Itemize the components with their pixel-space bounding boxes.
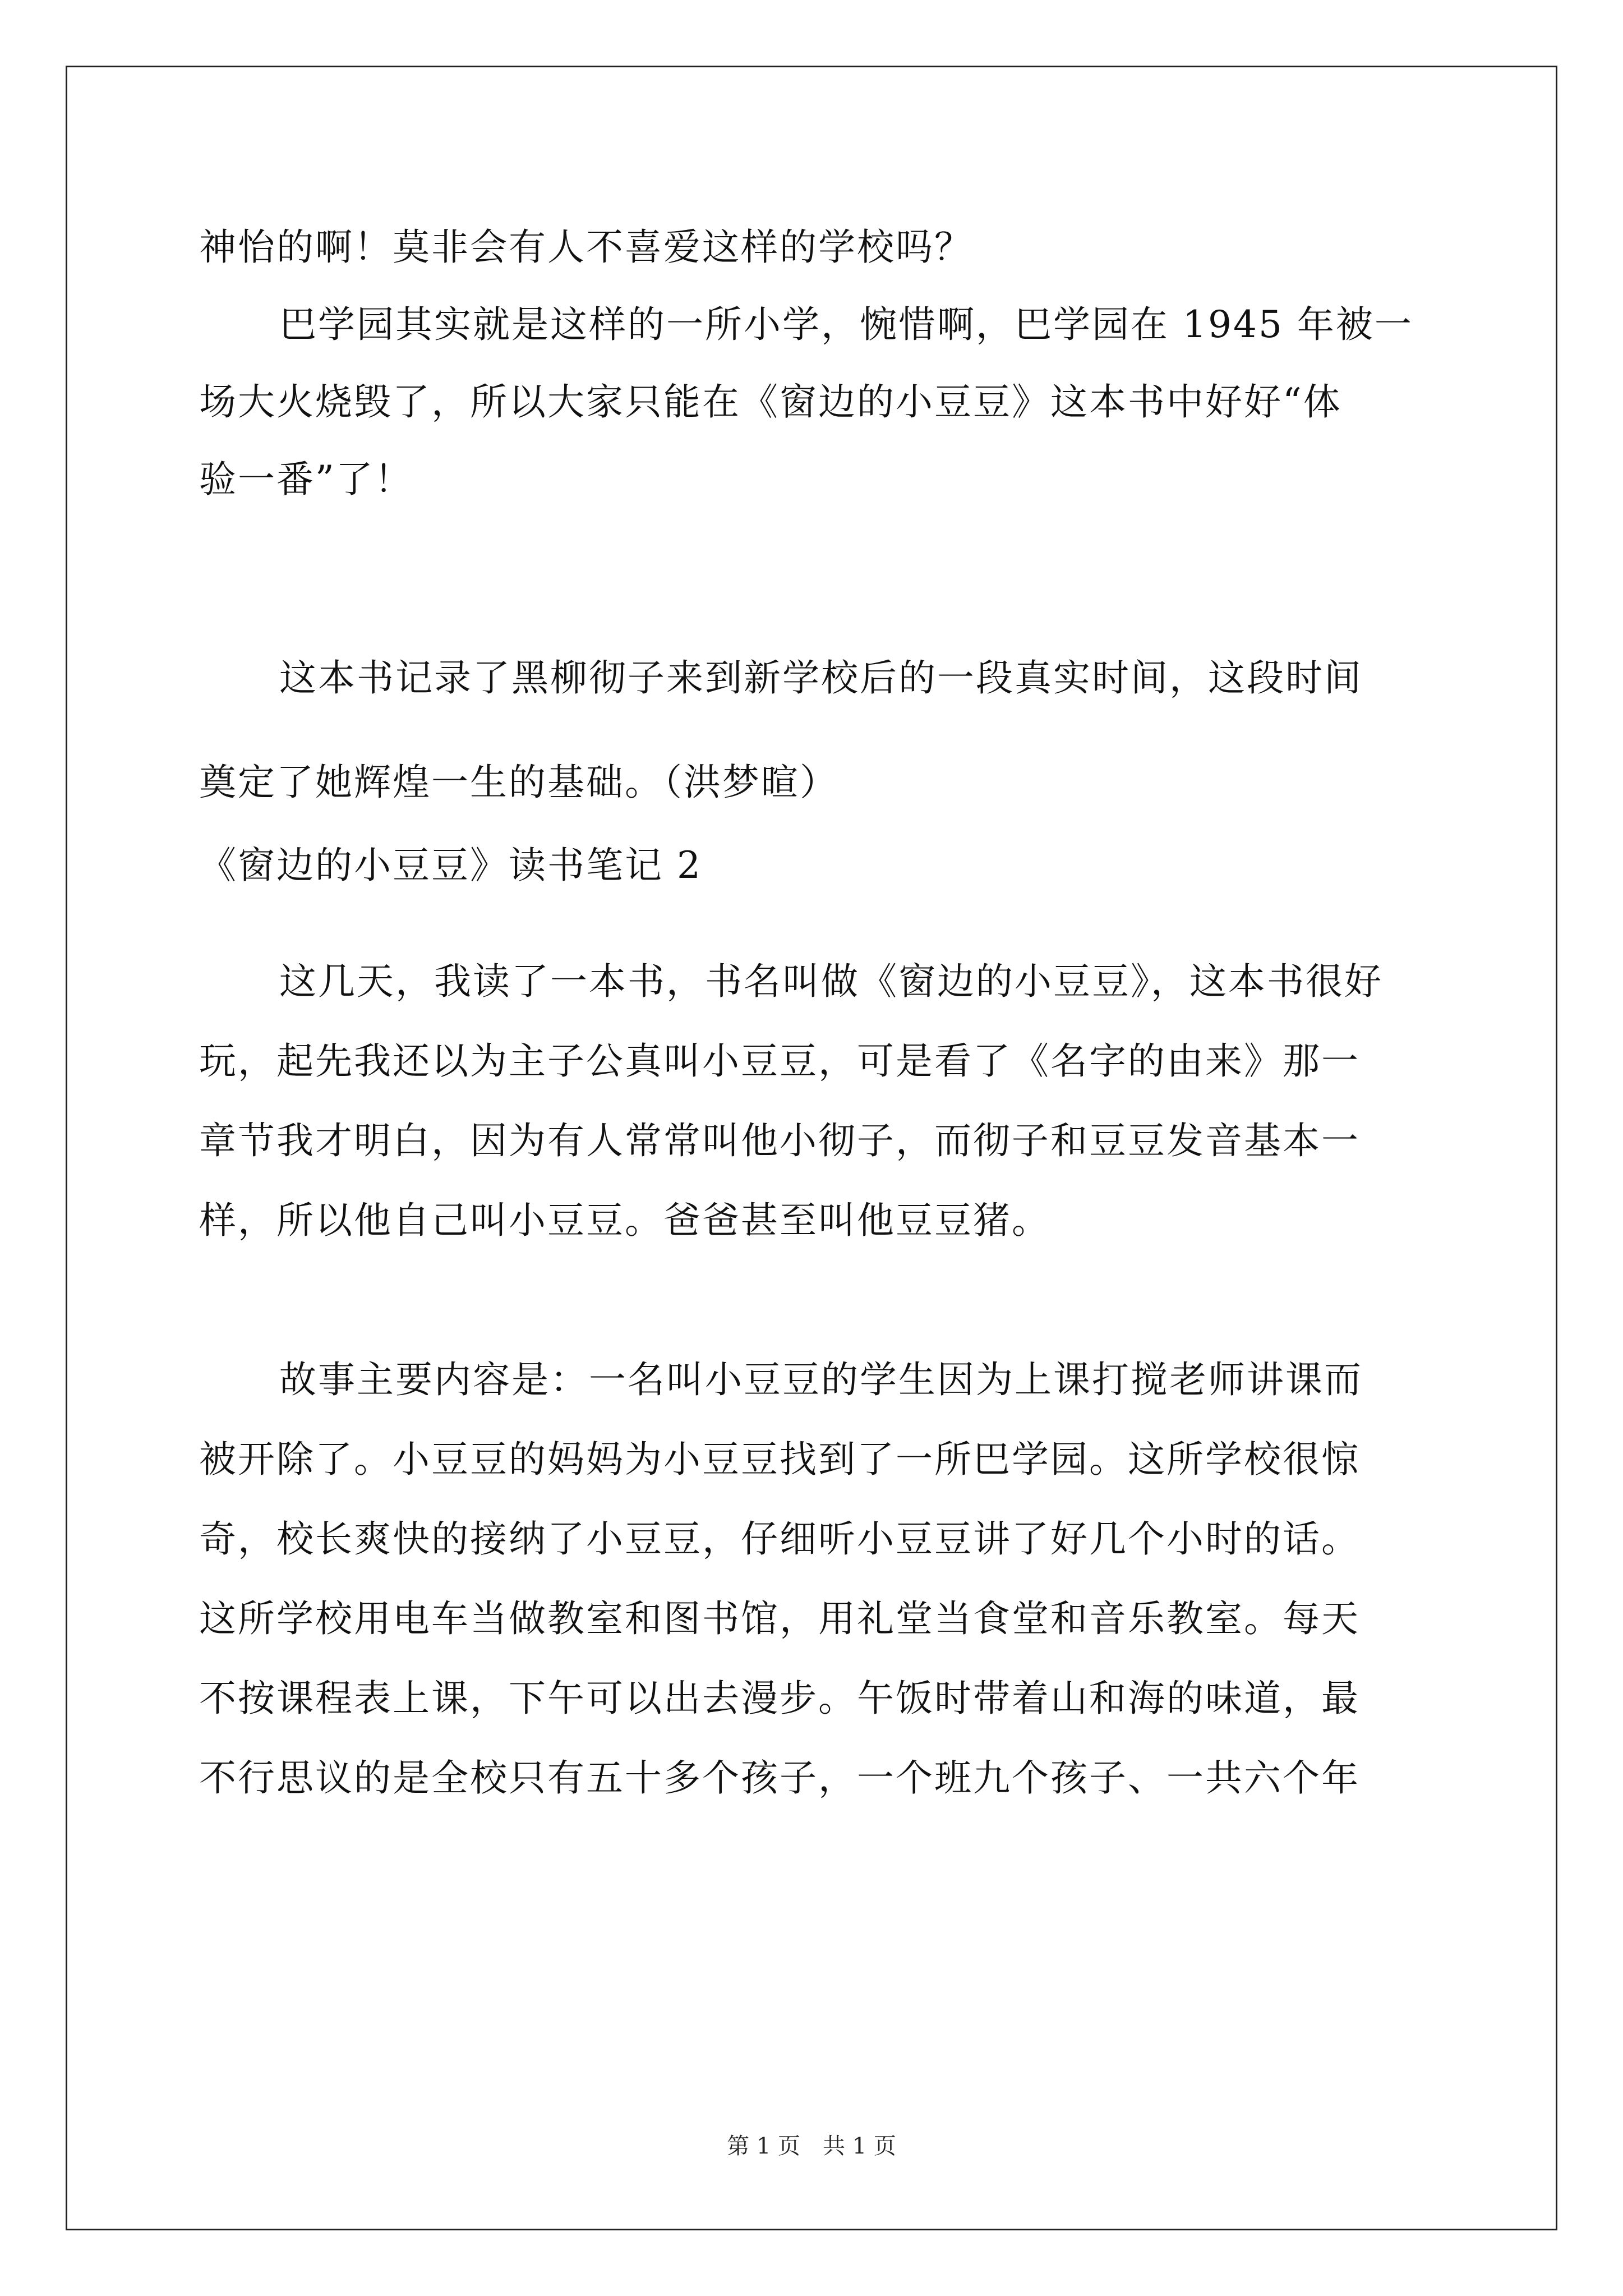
text-line: 奠定了她辉煌一生的基础。（洪梦暄） [199, 761, 838, 804]
text-line: 不按课程表上课，下午可以出去漫步。午饭时带着山和海的味道，最 [199, 1677, 1360, 1720]
text-line: 验一番”了！ [199, 458, 413, 501]
text-line: 场大火烧毁了，所以大家只能在《窗边的小豆豆》这本书中好好“体 [199, 380, 1342, 424]
text-line: 章节我才明白，因为有人常常叫他小彻子，而彻子和豆豆发音基本一 [199, 1119, 1360, 1162]
paragraph-start: 巴学园其实就是这样的一所小学，惋惜啊，巴学园在 1945 年被一 [279, 303, 1413, 346]
text-line: 这所学校用电车当做教室和图书馆，用礼堂当食堂和音乐教室。每天 [199, 1597, 1360, 1640]
page-total: 共 1 页 [823, 2133, 896, 2159]
text-line: 被开除了。小豆豆的妈妈为小豆豆找到了一所巴学园。这所学校很惊 [199, 1438, 1360, 1481]
paragraph-start: 这本书记录了黑柳彻子来到新学校后的一段真实时间，这段时间 [279, 656, 1363, 700]
text-line: 神怡的啊！莫非会有人不喜爱这样的学校吗？ [199, 226, 973, 269]
text-line: 不行思议的是全校只有五十多个孩子，一个班九个孩子、一共六个年 [199, 1756, 1360, 1800]
section-heading: 《窗边的小豆豆》读书笔记 2 [199, 844, 702, 887]
text-line: 玩，起先我还以为主子公真叫小豆豆，可是看了《名字的由来》那一 [199, 1039, 1360, 1083]
paragraph-start: 这几天，我读了一本书，书名叫做《窗边的小豆豆》，这本书很好 [279, 960, 1383, 1003]
page-footer [0, 2135, 1623, 2157]
text-line: 样，所以他自己叫小豆豆。爸爸甚至叫他豆豆猪。 [199, 1199, 1050, 1242]
paragraph-start: 故事主要内容是：一名叫小豆豆的学生因为上课打搅老师讲课而 [279, 1358, 1363, 1401]
page-number: 第 1 页 [727, 2133, 800, 2159]
text-line: 奇，校长爽快的接纳了小豆豆，仔细听小豆豆讲了好几个小时的话。 [199, 1517, 1360, 1561]
